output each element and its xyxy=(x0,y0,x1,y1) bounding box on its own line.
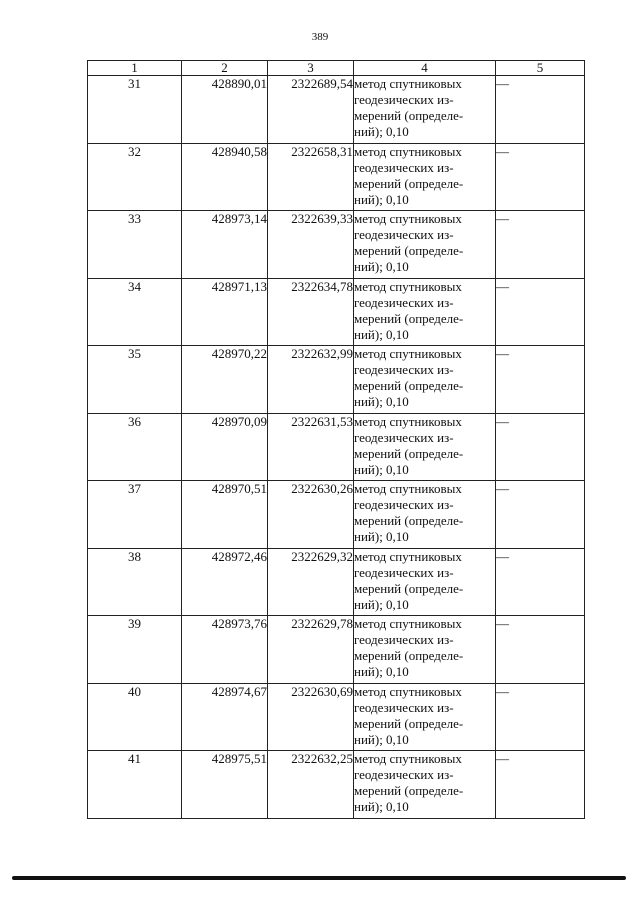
method-cell xyxy=(354,548,496,616)
point-number-cell: 37 xyxy=(88,481,182,549)
coordinates-table xyxy=(87,60,585,819)
table-row xyxy=(88,278,585,346)
method-cell xyxy=(354,211,496,279)
method-line: мерений (определе- xyxy=(354,378,464,393)
point-number-cell: 36 xyxy=(88,413,182,481)
x-coordinate-cell: 428975,51 xyxy=(182,751,268,819)
note-cell: — xyxy=(496,751,585,819)
note-cell: — xyxy=(496,413,585,481)
point-number-cell: 41 xyxy=(88,751,182,819)
method-line: метод спутниковых xyxy=(354,143,462,159)
column-header-1: 1 xyxy=(88,61,182,76)
method-line: ний); 0,10 xyxy=(354,799,409,814)
method-line: ний); 0,10 xyxy=(354,529,409,544)
x-coordinate-cell: 428973,76 xyxy=(182,616,268,684)
column-header-3: 3 xyxy=(268,61,354,76)
x-coordinate-cell: 428970,09 xyxy=(182,413,268,481)
table-row xyxy=(88,548,585,616)
table-row xyxy=(88,346,585,414)
method-cell xyxy=(354,76,496,144)
y-coordinate-cell: 2322632,99 xyxy=(268,346,354,414)
method-line: ний); 0,10 xyxy=(354,461,409,477)
y-coordinate-cell: 2322632,25 xyxy=(268,751,354,819)
note-cell: — xyxy=(496,278,585,346)
x-coordinate-cell: 428973,14 xyxy=(182,211,268,279)
x-coordinate-cell: 428970,51 xyxy=(182,481,268,549)
method-line: ний); 0,10 xyxy=(354,664,409,679)
method-line: геодезических из- xyxy=(354,429,454,445)
method-line: геодезических из- xyxy=(354,159,454,175)
point-number-cell: 35 xyxy=(88,346,182,414)
y-coordinate-cell: 2322630,69 xyxy=(268,683,354,751)
point-number-cell: 32 xyxy=(88,143,182,211)
method-cell xyxy=(354,413,496,481)
y-coordinate-cell: 2322658,31 xyxy=(268,143,354,211)
method-line: мерений (определе- xyxy=(354,445,464,461)
method-cell xyxy=(354,683,496,751)
method-line: геодезических из- xyxy=(354,632,454,647)
table-row xyxy=(88,683,585,751)
method-line: геодезических из- xyxy=(354,92,454,107)
method-line: мерений (определе- xyxy=(354,715,464,731)
method-line: геодезических из- xyxy=(354,767,454,782)
table-row xyxy=(88,143,585,211)
note-cell: — xyxy=(496,76,585,144)
method-line: ний); 0,10 xyxy=(354,394,409,409)
table-body xyxy=(88,76,585,819)
note-cell: — xyxy=(496,346,585,414)
column-header-2: 2 xyxy=(182,61,268,76)
column-header-5: 5 xyxy=(496,61,585,76)
method-cell xyxy=(354,481,496,549)
method-line: метод спутниковых xyxy=(354,683,462,699)
x-coordinate-cell: 428974,67 xyxy=(182,683,268,751)
footer-rule xyxy=(12,876,626,880)
table-row xyxy=(88,413,585,481)
table-header xyxy=(88,61,585,76)
method-line: геодезических из- xyxy=(354,362,454,377)
method-line: ний); 0,10 xyxy=(354,124,409,139)
y-coordinate-cell: 2322629,78 xyxy=(268,616,354,684)
point-number-cell: 33 xyxy=(88,211,182,279)
method-line: мерений (определе- xyxy=(354,783,464,798)
method-line: геодезических из- xyxy=(354,699,454,715)
note-cell: — xyxy=(496,683,585,751)
method-line: мерений (определе- xyxy=(354,648,464,663)
point-number-cell: 31 xyxy=(88,76,182,144)
table-row xyxy=(88,76,585,144)
note-cell: — xyxy=(496,548,585,616)
point-number-cell: 38 xyxy=(88,548,182,616)
method-cell xyxy=(354,143,496,211)
method-line: мерений (определе- xyxy=(354,310,464,326)
method-line: метод спутниковых xyxy=(354,548,462,564)
method-line: геодезических из- xyxy=(354,294,454,310)
y-coordinate-cell: 2322629,32 xyxy=(268,548,354,616)
method-line: ний); 0,10 xyxy=(354,191,409,207)
method-line: метод спутниковых xyxy=(354,751,462,766)
point-number-cell: 40 xyxy=(88,683,182,751)
y-coordinate-cell: 2322639,33 xyxy=(268,211,354,279)
method-line: мерений (определе- xyxy=(354,513,464,528)
note-cell: — xyxy=(496,481,585,549)
method-line: метод спутниковых xyxy=(354,211,462,226)
x-coordinate-cell: 428940,58 xyxy=(182,143,268,211)
method-line: геодезических из- xyxy=(354,564,454,580)
method-line: мерений (определе- xyxy=(354,580,464,596)
method-line: метод спутниковых xyxy=(354,346,462,361)
x-coordinate-cell: 428971,13 xyxy=(182,278,268,346)
x-coordinate-cell: 428890,01 xyxy=(182,76,268,144)
method-line: мерений (определе- xyxy=(354,108,464,123)
method-line: мерений (определе- xyxy=(354,243,464,258)
method-line: метод спутниковых xyxy=(354,76,462,91)
y-coordinate-cell: 2322634,78 xyxy=(268,278,354,346)
table-row xyxy=(88,211,585,279)
method-cell xyxy=(354,616,496,684)
method-line: метод спутниковых xyxy=(354,413,462,429)
y-coordinate-cell: 2322689,54 xyxy=(268,76,354,144)
method-line: ний); 0,10 xyxy=(354,326,409,342)
method-line: ний); 0,10 xyxy=(354,259,409,274)
x-coordinate-cell: 428970,22 xyxy=(182,346,268,414)
note-cell: — xyxy=(496,211,585,279)
method-line: метод спутниковых xyxy=(354,278,462,294)
y-coordinate-cell: 2322631,53 xyxy=(268,413,354,481)
note-cell: — xyxy=(496,143,585,211)
point-number-cell: 34 xyxy=(88,278,182,346)
column-header-4: 4 xyxy=(354,61,496,76)
x-coordinate-cell: 428972,46 xyxy=(182,548,268,616)
table-row xyxy=(88,751,585,819)
method-line: геодезических из- xyxy=(354,497,454,512)
table-row xyxy=(88,616,585,684)
method-line: ний); 0,10 xyxy=(354,596,409,612)
point-number-cell: 39 xyxy=(88,616,182,684)
method-line: геодезических из- xyxy=(354,227,454,242)
method-line: метод спутниковых xyxy=(354,616,462,631)
method-line: мерений (определе- xyxy=(354,175,464,191)
method-cell xyxy=(354,751,496,819)
y-coordinate-cell: 2322630,26 xyxy=(268,481,354,549)
header-row xyxy=(88,61,585,76)
table-row xyxy=(88,481,585,549)
method-cell xyxy=(354,278,496,346)
note-cell: — xyxy=(496,616,585,684)
method-line: метод спутниковых xyxy=(354,481,462,496)
page-number: 389 xyxy=(311,31,329,43)
method-cell xyxy=(354,346,496,414)
method-line: ний); 0,10 xyxy=(354,731,409,747)
